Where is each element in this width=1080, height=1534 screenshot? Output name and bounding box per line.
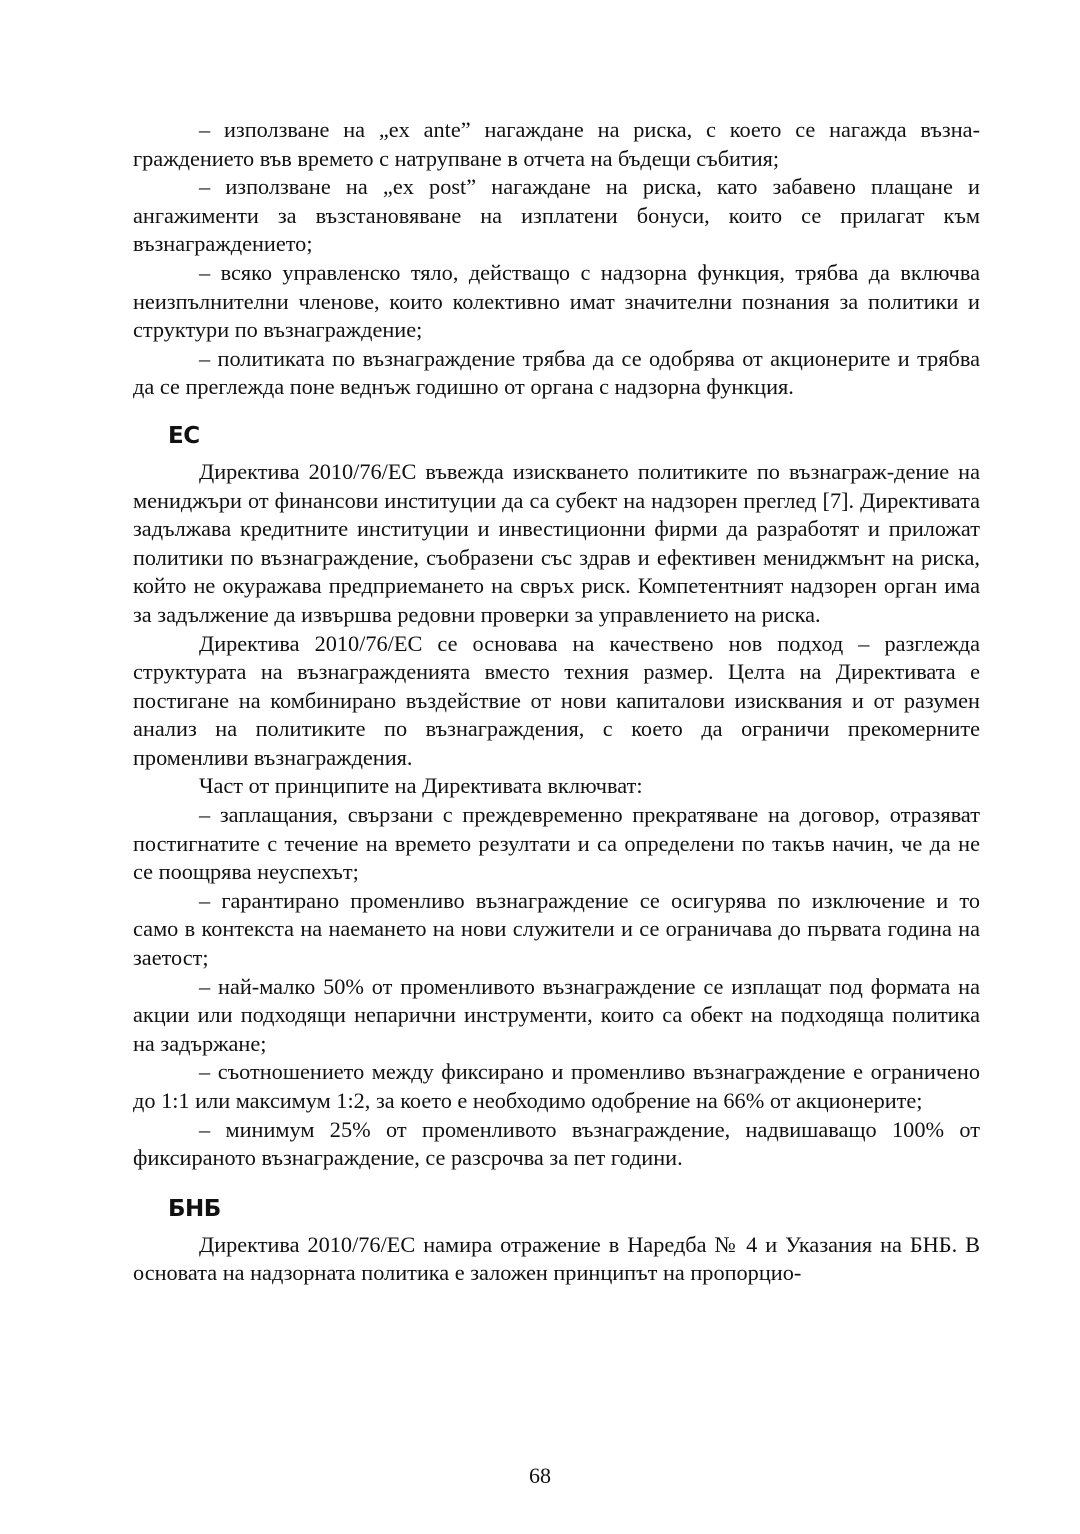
intro-bullet-management-body: – всяко управленско тяло, действащо с надзорна функция, трябва да включва неизпълнителни членове, които колективно имат значителни познания за политики и структури по възнаграждение;: [133, 259, 980, 343]
ec-paragraph-directive-intro: Директива 2010/76/ЕС въвежда изискването политиките по възнаграж-дение на мениджъри от финансови институции да са субект на надзорен преглед [7]. Директивата задължава кредитните институции и инвестиционни фирми да разработят и приложат политики по възнаграждение, съобразени със здрав и ефективен мениджмънт на риска, който не окуражава предприемането на свръх риск. Компетентният надзорен орган има за задължение да извършва редовни проверки за управлението на риска.: [133, 458, 980, 627]
section-heading-ec: ЕС: [168, 422, 200, 449]
intro-bullet-ex-ante: – използване на „ex ante” нагаждане на риска, с което се нагажда възна-граждението във времето с натрупване в отчета на бъдещи събития;: [133, 117, 980, 171]
ec-bullet-early-termination: – заплащания, свързани с преждевременно прекратяване на договор, отразяват постигнатите с течение на времето резултати и са определени по такъв начин, че да не се поощрява неуспехът;: [133, 802, 980, 885]
ec-paragraph-principles-lead: Част от принципите на Директивата включват:: [199, 773, 643, 799]
ec-paragraph-new-approach: Директива 2010/76/ЕС се основава на качествено нов подход – разглежда структурата на възнагражденията вместо техния размер. Целта на Директивата е постигане на комбинирано въздействие от нови капиталови изисквания и от разумен анализ на политиките по възнаграждения, с което да ограничи прекомерните променливи възнаграждения.: [133, 630, 980, 770]
section-heading-bnb: БНБ: [168, 1195, 221, 1222]
ec-bullet-ratio-limit: – съотношението между фиксирано и променливо възнаграждение е ограничено до 1:1 или максимум 1:2, за което е необходимо одобрение на 66% от акционерите;: [133, 1059, 980, 1113]
ec-bullet-guaranteed-variable: – гарантирано променливо възнаграждение се осигурява по изключение и то само в контекста на наемането на нови служители и се ограничава до първата година на заетост;: [133, 887, 980, 971]
bnb-paragraph-regulation: Директива 2010/76/ЕС намира отражение в Наредба № 4 и Указания на БНБ. В основата на надзорната политика е заложен принципът на пропорцио-: [133, 1231, 980, 1286]
page-body: [133, 116, 980, 1288]
intro-bullet-policy-approval: – политиката по възнаграждение трябва да се одобрява от акционерите и трябва да се преглежда поне веднъж годишно от органа с надзорна функция.: [133, 345, 980, 400]
ec-bullet-deferral: – минимум 25% от променливото възнаграждение, надвишаващо 100% от фиксираното възнаграждение, се разсрочва за пет години.: [133, 1116, 980, 1171]
intro-bullet-ex-post: – използване на „ex post” нагаждане на риска, като забавено плащане и ангажименти за възстановяване на изплатени бонуси, които се прилагат към възнаграждението;: [133, 174, 980, 257]
ec-bullet-shares-50pct: – най-малко 50% от променливото възнаграждение се изплащат под формата на акции или подходящи непарични инструменти, които са обект на подходяща политика на задържане;: [133, 973, 980, 1056]
page-number: 68: [529, 1463, 551, 1488]
